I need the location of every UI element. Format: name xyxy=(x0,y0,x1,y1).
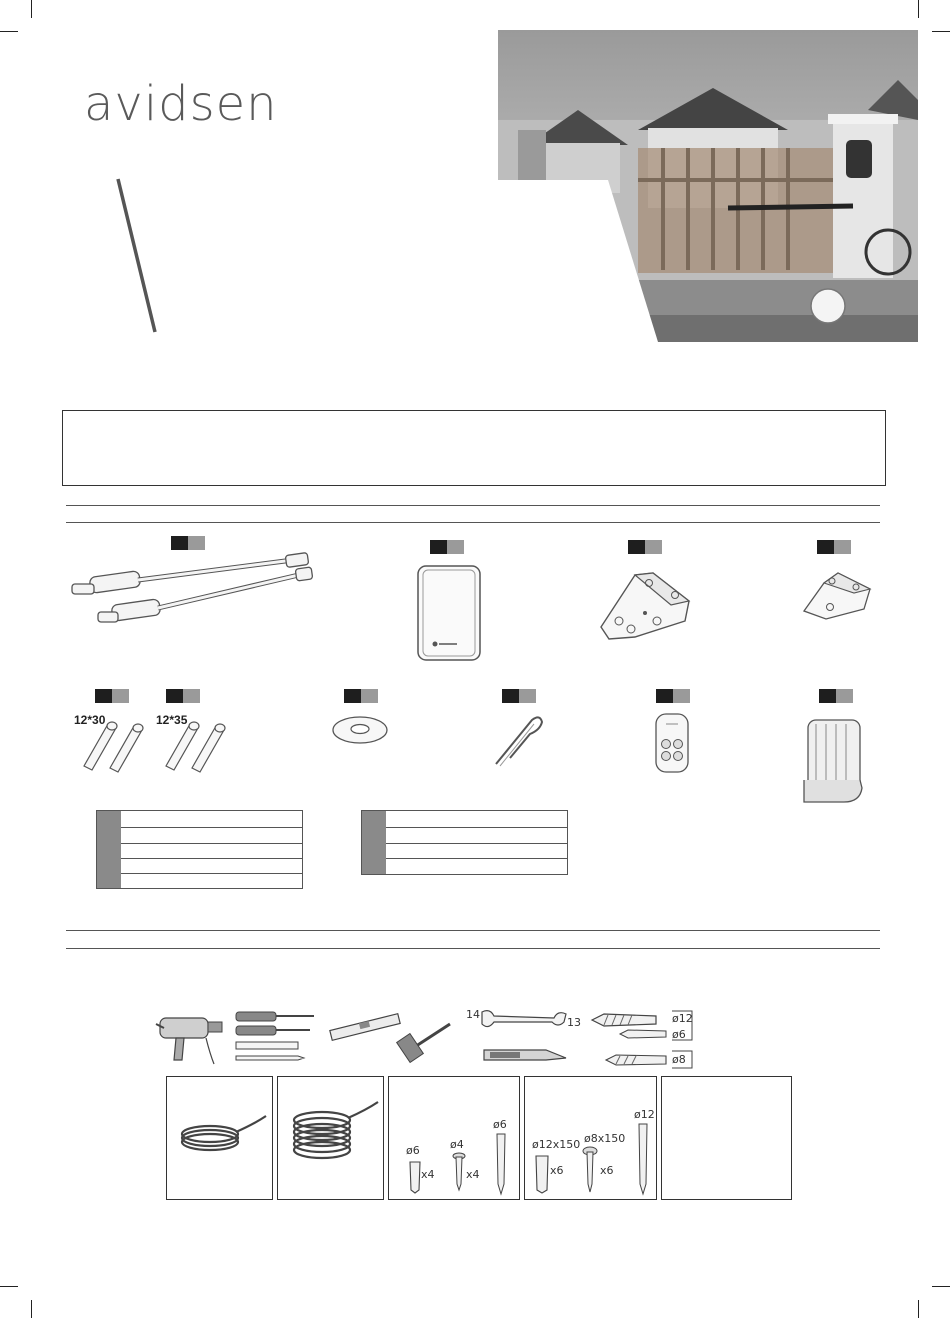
spirit-level-icon xyxy=(328,1010,402,1044)
quantity-swatch xyxy=(628,540,662,554)
quantity-label: x4 xyxy=(466,1168,480,1181)
screw-icon xyxy=(452,1152,466,1192)
quantity-label: x6 xyxy=(550,1164,564,1177)
drill-bit-icon xyxy=(494,1132,508,1196)
crop-mark xyxy=(918,0,919,18)
control-box-illustration xyxy=(415,564,485,664)
drill-bit-size-label: ø6 xyxy=(493,1118,507,1131)
section-divider xyxy=(66,522,880,523)
quantity-swatch xyxy=(344,689,378,703)
quantity-swatch xyxy=(819,689,853,703)
screw-size-label: ø8x150 xyxy=(584,1132,626,1145)
hero-photo xyxy=(498,30,918,342)
plug-size-label: 12*35 xyxy=(156,713,188,727)
crop-mark xyxy=(31,0,32,18)
bracket-line xyxy=(670,1050,694,1070)
crop-mark xyxy=(918,1300,919,1318)
quantity-swatch xyxy=(166,689,200,703)
drill-bit-size-label: ø12 xyxy=(634,1108,655,1121)
drill-bit-icon xyxy=(590,1010,670,1030)
quantity-swatch xyxy=(171,536,205,550)
warning-light-illustration xyxy=(800,710,866,808)
quantity-swatch xyxy=(430,540,464,554)
crop-mark xyxy=(932,31,950,32)
quantity-label: x4 xyxy=(421,1168,435,1181)
crop-mark xyxy=(31,1300,32,1318)
quantity-swatch xyxy=(502,689,536,703)
wrench-size-label: 14 xyxy=(466,1008,480,1021)
wall-plugs-illustration xyxy=(80,716,150,772)
section-divider xyxy=(66,948,880,949)
drill-bit-icon xyxy=(604,1052,670,1068)
quantity-swatch xyxy=(817,540,851,554)
wall-plugs-illustration xyxy=(162,716,232,772)
wrench-icon xyxy=(478,1008,570,1030)
section-divider xyxy=(66,930,880,931)
plug-size-label: 12*30 xyxy=(74,713,106,727)
crop-mark xyxy=(932,1286,950,1287)
washer-illustration xyxy=(330,714,390,746)
cutter-knife-icon xyxy=(480,1044,570,1064)
wrench-size-label: 13 xyxy=(567,1016,581,1029)
crop-mark xyxy=(0,31,18,32)
drill-bit-size-label: ø12 xyxy=(672,1012,693,1025)
power-drill-icon xyxy=(156,1008,228,1068)
r-clip-pin-illustration xyxy=(490,712,550,770)
remote-control-illustration xyxy=(652,710,692,776)
screwdrivers-icon xyxy=(234,1010,324,1064)
gate-bracket-small-illustration xyxy=(800,565,875,623)
drill-bit-size-label: ø8 xyxy=(672,1053,686,1066)
wall-plug-icon xyxy=(408,1160,422,1194)
cable-coil-icon xyxy=(288,1100,384,1170)
drill-bit-icon xyxy=(618,1028,670,1040)
quantity-label: x6 xyxy=(600,1164,614,1177)
parts-list-table xyxy=(96,810,303,889)
screw-size-label: ø4 xyxy=(450,1138,464,1151)
bracket-line xyxy=(670,1010,694,1042)
diagonal-accent-line xyxy=(110,175,170,340)
wall-plug-icon xyxy=(534,1154,550,1194)
parts-list-table xyxy=(361,810,568,875)
drill-bit-icon xyxy=(636,1122,650,1196)
section-divider xyxy=(66,505,880,506)
quantity-swatch xyxy=(95,689,129,703)
screw-icon xyxy=(582,1146,598,1194)
brand-logo: avidsen xyxy=(84,76,278,132)
crop-mark xyxy=(0,1286,18,1287)
drill-bit-size-label: ø6 xyxy=(672,1028,686,1041)
quantity-swatch xyxy=(656,689,690,703)
cable-coil-icon xyxy=(176,1114,272,1164)
hammer-icon xyxy=(400,1014,456,1064)
empty-kit-box xyxy=(661,1076,792,1200)
notice-box xyxy=(62,410,886,486)
actuator-arms-illustration xyxy=(68,552,318,632)
plug-size-label: ø12x150 xyxy=(532,1138,581,1151)
gate-bracket-large-illustration xyxy=(595,565,695,643)
plug-size-label: ø6 xyxy=(406,1144,420,1157)
